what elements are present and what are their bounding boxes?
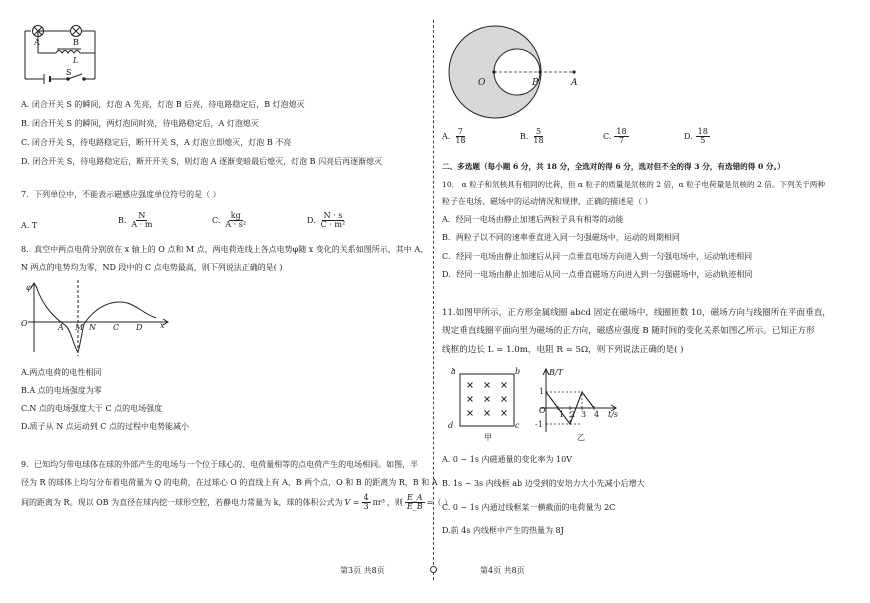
bt-tick-y-minus1: -1 xyxy=(535,420,543,429)
graph-label-o: O xyxy=(21,319,28,328)
q9-line-3-text: 间的距离为 R。现以 OB 为直径在球内挖一球形空腔，若静电力常量为 k，球的体积公式为 xyxy=(21,498,343,508)
q7-stem: 7．下列单位中，不能表示磁感应强度单位符号的是（ ） xyxy=(21,190,221,199)
sphere-label-b: B xyxy=(532,78,539,88)
graph-label-n: N xyxy=(89,323,96,332)
graph-label-x: x xyxy=(160,321,165,330)
q7-option-c-num: kg xyxy=(230,211,241,220)
q10-line-2: 粒子在电场、磁场中的运动情况和规律，正确的描述是（ ） xyxy=(442,197,653,206)
footer-left: 第3页 共8页 xyxy=(340,566,385,575)
volume-den: 3 xyxy=(363,502,369,512)
graph-label-phi: φ xyxy=(26,283,32,292)
q8-option-b: B.A 点的电场强度为零 xyxy=(21,386,102,395)
q11-option-c: C. 0 ~ 1s 内通过线框某一横截面的电荷量为 2C xyxy=(442,503,616,512)
q7-option-d-num: N · s xyxy=(323,211,343,220)
q11-line-3: 线框的边长 L = 1.0m，电阻 R = 5Ω，则下列说法正确的是( ) xyxy=(442,345,684,355)
graph-label-c: C xyxy=(113,323,120,332)
bt-point xyxy=(593,407,594,408)
center-binding-mark xyxy=(430,566,437,573)
q6-option-d: D. 闭合开关 S，待电路稳定后，断开开关 S，则灯泡 A 逐渐变暗最后熄灭，灯泡 B 闪亮后再逐渐熄灭 xyxy=(21,157,383,166)
bt-point xyxy=(581,391,582,392)
volume-num: 4 xyxy=(363,493,369,502)
q9-line-3 xyxy=(21,494,452,512)
bt-tick-x-3: 3 xyxy=(581,410,587,419)
figure-caption-yi: 乙 xyxy=(577,433,585,442)
q9-option-c-prefix: C. xyxy=(603,132,612,142)
sphere-cavity-figure xyxy=(440,20,600,130)
q8-option-a: A.两点电荷的电性相同 xyxy=(21,368,102,377)
q10-option-d: D．经同一电场由静止加速后从同一点垂直磁场方向进入到一匀强磁场中，运动轨迹相同 xyxy=(442,270,753,279)
q9-option-b-prefix: B. xyxy=(520,132,529,142)
ratio-den: E_B xyxy=(406,502,423,512)
q7-option-c xyxy=(212,212,248,230)
q6-option-a: A. 闭合开关 S 的瞬间，灯泡 A 先亮，灯泡 B 后亮，待电路稳定后，B 灯泡熄灭 xyxy=(21,100,305,109)
sphere-label-a: A xyxy=(571,78,578,88)
bt-point xyxy=(569,423,570,424)
q9-option-b xyxy=(520,128,546,146)
bt-tick-x-4: 4 xyxy=(594,410,600,419)
q9-option-d-den: 5 xyxy=(700,136,706,146)
q7-option-d xyxy=(307,212,347,230)
q11-line-1: 11.如图甲所示，正方形金属线圈 abcd 固定在磁场中，线圈匝数 10，磁场方向与线圈所在平面垂直， xyxy=(442,308,831,318)
coil-corner-d: d xyxy=(448,421,454,430)
q9-option-c-den: 7 xyxy=(618,136,625,146)
q9-option-a xyxy=(442,128,468,146)
figure-caption-jia: 甲 xyxy=(484,433,492,442)
q8-line-1: 8．真空中两点电荷分别放在 x 轴上的 O 点和 M 点，两电荷连线上各点电势φ随 x 变化的关系如图所示，其中 A、 xyxy=(21,245,429,254)
graph-label-a: A xyxy=(58,323,64,332)
q11-option-b: B. 1s ~ 3s 内线框 ab 边受到的安培力大小先减小后增大 xyxy=(442,479,645,488)
bt-tick-x-1: 1 xyxy=(559,410,565,419)
bt-tick-x-2: 2 xyxy=(570,410,576,419)
q9-option-d xyxy=(684,128,710,146)
q8-option-c: C.N 点的电场强度大于 C 点的电场强度 xyxy=(21,404,163,413)
phi-x-graph xyxy=(20,280,180,358)
graph-label-m: M xyxy=(75,323,84,332)
sphere-label-o: O xyxy=(478,78,486,88)
q9-option-d-prefix: D. xyxy=(684,132,693,142)
q9-option-c xyxy=(603,128,629,146)
q9-line-1: 9．已知均匀带电球体在球的外部产生的电场与一个位于球心的、电荷量相等的点电荷产生的电场相同。如图，半 xyxy=(21,460,419,469)
q7-option-b-num: N xyxy=(138,211,146,220)
q9-option-a-prefix: A. xyxy=(442,132,451,142)
q11-option-a: A. 0 ~ 1s 内磁通量的变化率为 10V xyxy=(442,455,572,464)
volume-rhs: πr³ xyxy=(372,498,385,508)
bt-point xyxy=(557,407,558,408)
q8-line-2: N 两点的电势均为零，ND 段中的 C 点电势最高，则下列说法正确的是( ) xyxy=(21,263,283,272)
coil-figure-jia xyxy=(452,368,524,432)
q11-option-d: D.前 4s 内线框中产生的热量为 8J xyxy=(442,526,564,535)
coil-corner-b: b xyxy=(515,367,521,376)
q7-option-b-den: A · m xyxy=(131,220,153,230)
q9-option-b-den: 18 xyxy=(533,136,544,146)
ratio-sep: ，则 xyxy=(386,498,403,508)
q10-line-1: 10． α 粒子和氘核具有相同的比荷，但 α 粒子的质量是氘核的 2 倍，α 粒子电荷量是氘核的 2 倍。下列关于两种 xyxy=(442,180,825,189)
q11-line-2: 规定垂直线圈平面向里为磁场的正方向，磁感应强度 B 随时间的变化关系如图乙所示。已知正方形 xyxy=(442,326,815,336)
circuit-label-l: L xyxy=(73,56,79,65)
q7-option-b-prefix: B. xyxy=(118,216,127,226)
footer-right: 第4页 共8页 xyxy=(480,566,525,575)
q7-option-a: A. T xyxy=(21,221,38,230)
ratio-num: E_A xyxy=(406,493,423,502)
q9-option-b-num: 5 xyxy=(535,127,542,136)
circuit-label-b: B xyxy=(73,38,79,47)
ratio-tail: =（ ） xyxy=(426,498,452,508)
bt-xlabel: t/s xyxy=(608,410,619,419)
q10-option-a: A．经同一电场由静止加速后两粒子具有相等的动能 xyxy=(442,215,624,224)
bt-ylabel: B/T xyxy=(549,368,563,377)
q10-option-c: C．经同一电场由静止加速后从同一点垂直电场方向进入到一匀强电场中，运动轨迹相同 xyxy=(442,252,753,261)
q6-option-c: C. 闭合开关 S，待电路稳定后，断开开关 S，A 灯泡立即熄灭，灯泡 B 不亮 xyxy=(21,138,292,147)
q7-option-d-prefix: D. xyxy=(307,216,316,226)
graph-label-d: D xyxy=(136,323,143,332)
volume-lhs: V = xyxy=(344,498,360,508)
q8-option-d: D.质子从 N 点运动到 C 点的过程中电势能减小 xyxy=(21,422,189,431)
coil-corner-a: a xyxy=(451,367,456,376)
q6-option-b: B. 闭合开关 S 的瞬间，两灯泡同时亮，待电路稳定后，A 灯泡熄灭 xyxy=(21,119,259,128)
circuit-label-s: S xyxy=(66,68,72,77)
bt-point xyxy=(545,391,546,392)
circuit-label-a: A xyxy=(34,38,40,47)
coil-corner-c: c xyxy=(515,421,520,430)
q7-option-c-prefix: C. xyxy=(212,216,221,226)
bt-tick-y-1: 1 xyxy=(539,387,545,396)
q9-option-d-num: 18 xyxy=(697,127,708,136)
q9-option-a-den: 18 xyxy=(455,136,466,146)
q9-option-c-num: 18 xyxy=(616,127,627,136)
section-2-header: 二、多选题（每小题 6 分，共 18 分，全选对的得 6 分，选对但不全的得 3 分，有选错的得 0 分。） xyxy=(442,162,785,171)
q7-option-d-den: C · m² xyxy=(320,220,346,230)
q10-option-b: B．两粒子以不同的速率垂直进入同一匀强磁场中，运动的周期相同 xyxy=(442,233,680,242)
q7-option-c-den: A · s² xyxy=(225,220,247,230)
bt-origin: O xyxy=(539,406,546,415)
q7-option-b xyxy=(118,212,154,230)
q9-option-a-num: 7 xyxy=(457,127,463,136)
q9-line-2: 径为 R 的球体上均匀分布着电荷量为 Q 的电荷，在过球心 O 的直线上有 A、B 两个点，O 和 B 的距离为 R，B 和 A xyxy=(21,478,438,487)
